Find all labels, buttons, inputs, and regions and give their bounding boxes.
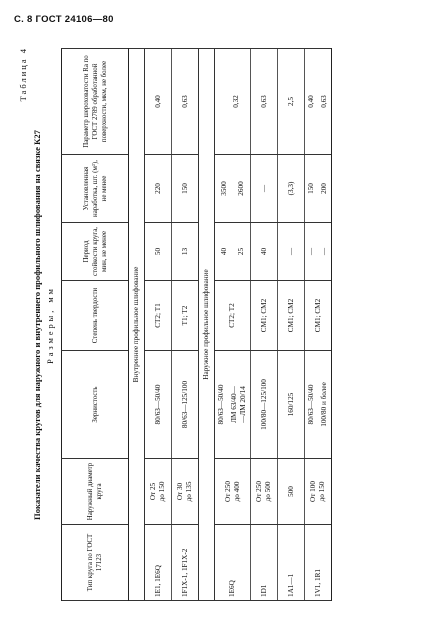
table-caption: Таблица 4 [18, 47, 28, 102]
cell-grain: 80/63—50/40 100/80 и более [305, 351, 332, 459]
cell-grain: 80/63—125/100 [172, 351, 199, 459]
cell-life: — [278, 223, 305, 281]
table-row [145, 49, 172, 601]
cell-hardness: СМ1; СМ2 [278, 281, 305, 351]
cell-life: 13 [172, 223, 199, 281]
section-row [199, 49, 215, 601]
cell-type: 1D1 [251, 525, 278, 601]
table-row [172, 49, 199, 601]
rotated-table-block [18, 45, 414, 605]
col-header-output: Установленная наработка, шт. (м³), не менее [62, 155, 129, 223]
cell-hardness: Т1; Т2 [172, 281, 199, 351]
cell-roughness: 0,40 0,63 [305, 49, 332, 155]
cell-hardness: СТ2; Т1 [145, 281, 172, 351]
cell-type: 1V1, 1R1 [305, 525, 332, 601]
cell-output: — [251, 155, 278, 223]
cell-output: 150 200 [305, 155, 332, 223]
cell-diameter: От 100 до 150 [305, 459, 332, 525]
section-row [129, 49, 145, 601]
col-header-roughness: Параметр шероховатости Ra по ГОСТ 2789 обработанной поверхности, мкм, не более [62, 49, 129, 155]
cell-grain: 80/63—50/40 [145, 351, 172, 459]
cell-diameter: От 250 до 500 [251, 459, 278, 525]
cell-hardness: СТ2; Т2 [215, 281, 251, 351]
table-row [305, 49, 332, 601]
col-header-grain: Зернистость [62, 351, 129, 459]
cell-life: — — [305, 223, 332, 281]
page-header: С. 8 ГОСТ 24106—80 [14, 14, 114, 25]
spec-table [61, 48, 332, 601]
cell-diameter: 500 [278, 459, 305, 525]
cell-output: (3,3) [278, 155, 305, 223]
cell-type: 1Е1, 1Е6Q [145, 525, 172, 601]
table-title: Показатели качества кругов для наружного и внутреннего профильного шлифования на связке К27 [32, 130, 42, 520]
cell-type: 1F1Х-1, 1F1Х-2 [172, 525, 199, 601]
cell-life: 50 [145, 223, 172, 281]
cell-diameter: От 30 до 135 [172, 459, 199, 525]
table-row [278, 49, 305, 601]
cell-type: 1Е6Q [215, 525, 251, 601]
cell-grain: 160/125 [278, 351, 305, 459]
cell-output: 3500 2600 [215, 155, 251, 223]
col-header-type: Тип круга по ГОСТ 17123 [62, 525, 129, 601]
cell-grain: 100/80—125/100 [251, 351, 278, 459]
cell-roughness: 2,5 [278, 49, 305, 155]
cell-roughness: 0,63 [251, 49, 278, 155]
table-header-row [62, 49, 129, 601]
cell-diameter: От 25 до 150 [145, 459, 172, 525]
section-label: Наружное профильное шлифование [199, 49, 215, 601]
cell-hardness: СМ1; СМ2 [251, 281, 278, 351]
cell-life: 40 25 [215, 223, 251, 281]
col-header-life: Период стойкости круга, мин, не менее [62, 223, 129, 281]
cell-roughness: 0,40 [145, 49, 172, 155]
section-label: Внутреннее профильное шлифование [129, 49, 145, 601]
cell-output: 150 [172, 155, 199, 223]
cell-roughness: 0,63 [172, 49, 199, 155]
table-row [215, 49, 251, 601]
cell-diameter: От 250 до 400 [215, 459, 251, 525]
cell-grain: 80/63—50/40 ЛМ 63/40— —ЛМ 20/14 [215, 351, 251, 459]
col-header-hardness: Степень твердости [62, 281, 129, 351]
table-subtitle: Размеры, мм [46, 286, 55, 364]
col-header-diameter: Наружный диаметр круга [62, 459, 129, 525]
cell-hardness: СМ1; СМ2 [305, 281, 332, 351]
cell-output: 220 [145, 155, 172, 223]
cell-life: 40 [251, 223, 278, 281]
cell-type: 1А1—1 [278, 525, 305, 601]
table-row [251, 49, 278, 601]
cell-roughness: 0,32 [215, 49, 251, 155]
